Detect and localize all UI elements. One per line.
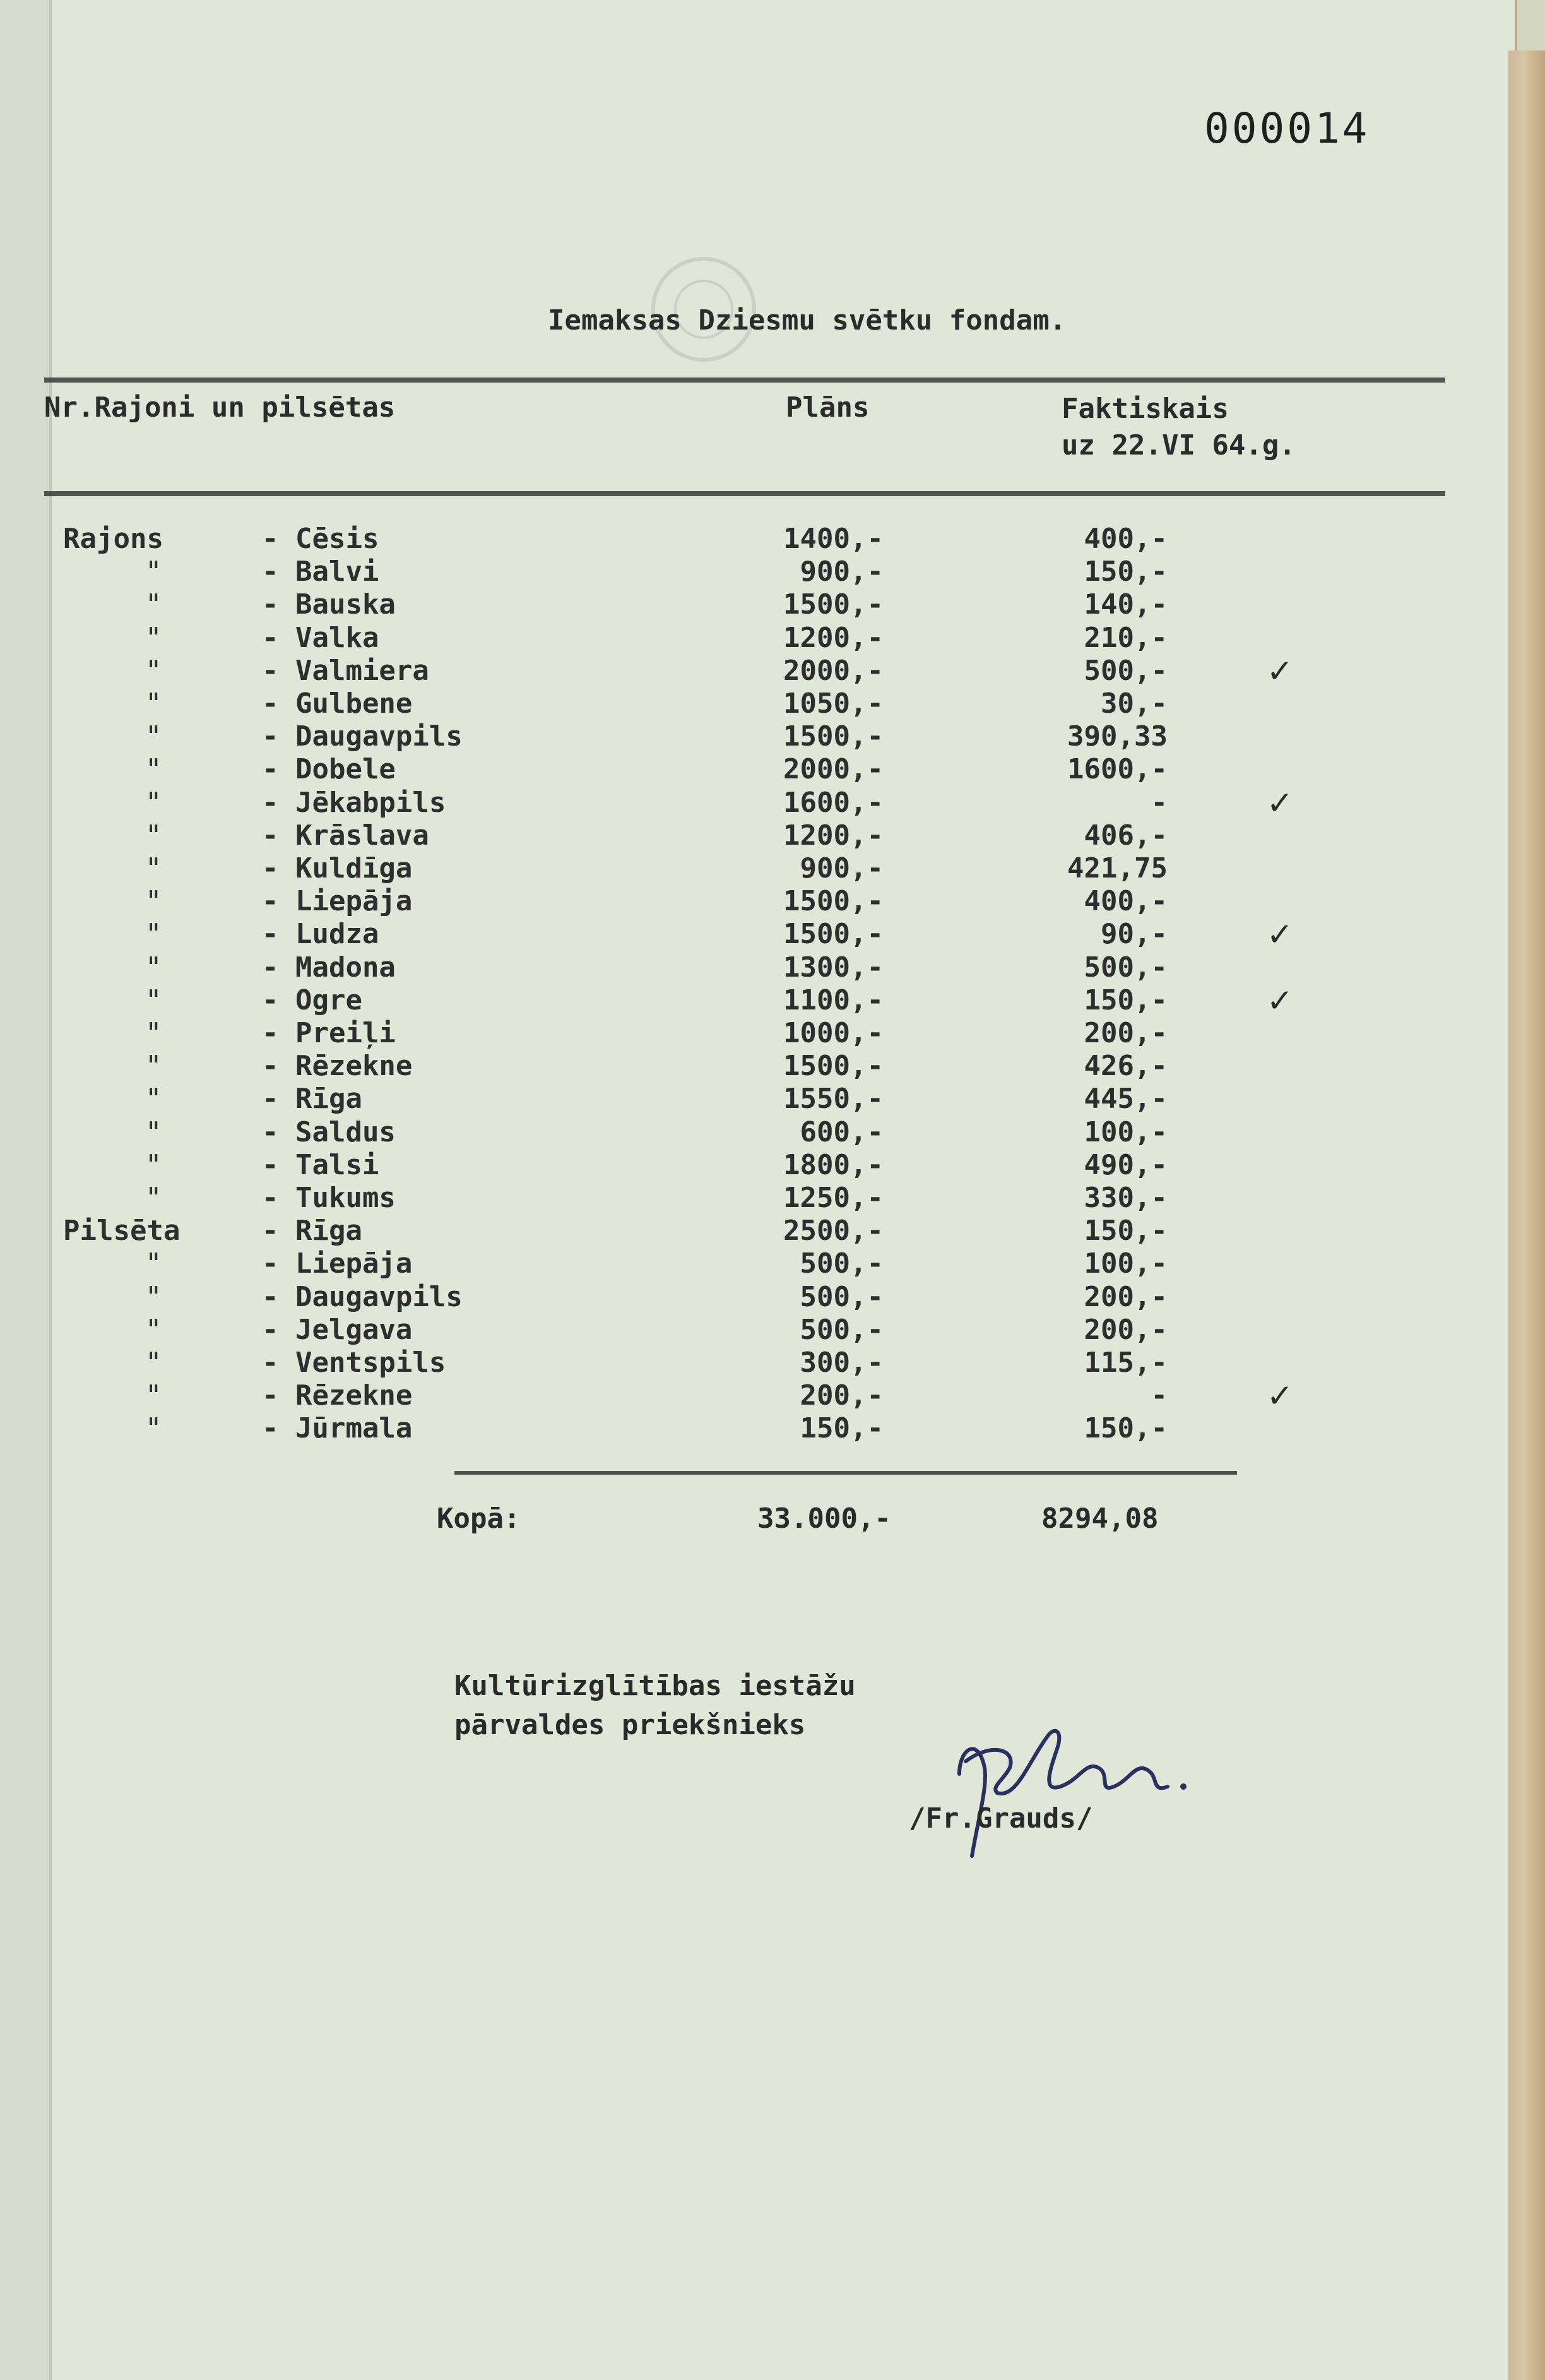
row-district-name: - Madona	[262, 951, 396, 984]
row-plan-amount: 1600,-	[783, 786, 884, 819]
row-plan-amount: 1500,-	[783, 588, 884, 621]
row-district-name: - Bauska	[262, 588, 396, 621]
row-actual-amount: 500,-	[1084, 951, 1168, 984]
row-district-name: - Liepāja	[262, 885, 413, 918]
table-rule-total	[454, 1471, 1237, 1475]
row-plan-amount: 1250,-	[783, 1182, 884, 1214]
row-actual-amount: 421,75	[1067, 852, 1168, 884]
row-actual-amount: 1600,-	[1067, 753, 1168, 786]
row-plan-amount: 500,-	[800, 1313, 884, 1346]
row-district-name: - Rēzekne	[262, 1050, 413, 1083]
column-header-actual-date: uz 22.VI 64.g.	[1062, 429, 1296, 461]
row-actual-amount: 200,-	[1084, 1017, 1168, 1049]
row-actual-amount: 210,-	[1084, 621, 1168, 654]
row-ditto-mark: "	[145, 1247, 162, 1280]
row-district-name: - Valmiera	[262, 654, 429, 687]
row-ditto-mark: "	[145, 621, 162, 654]
handwritten-signature	[940, 1692, 1243, 1881]
table-row	[0, 780, 1452, 823]
table-row	[0, 556, 1452, 588]
table-row	[0, 1281, 1452, 1314]
row-actual-amount: 445,-	[1084, 1083, 1168, 1116]
row-actual-amount: 490,-	[1084, 1148, 1168, 1181]
row-ditto-mark: "	[145, 918, 162, 951]
table-rule-top	[44, 378, 1445, 383]
total-actual: 8294,08	[1041, 1502, 1159, 1535]
table-row	[0, 753, 1452, 786]
row-district-name: - Dobele	[262, 753, 396, 786]
row-ditto-mark: "	[145, 885, 162, 918]
table-row	[0, 687, 1452, 720]
row-category: Pilsēta	[63, 1215, 181, 1247]
table-row	[0, 523, 1452, 556]
row-district-name: - Saldus	[262, 1116, 396, 1148]
archive-number: 000014	[1204, 104, 1370, 153]
table-row	[0, 1149, 1452, 1182]
row-actual-amount: 500,-	[1084, 654, 1168, 687]
row-district-name: - Rīga	[262, 1215, 362, 1247]
row-plan-amount: 300,-	[800, 1347, 884, 1379]
table-row	[0, 1314, 1452, 1347]
row-district-name: - Ventspils	[262, 1347, 446, 1379]
row-actual-amount: -	[1151, 1379, 1168, 1412]
signatory-title-line2: pārvaldes priekšnieks	[454, 1709, 806, 1741]
row-actual-amount: 150,-	[1084, 1215, 1168, 1247]
row-district-name: - Daugavpils	[262, 720, 463, 753]
row-actual-amount: 115,-	[1084, 1347, 1168, 1379]
row-ditto-mark: "	[145, 1347, 162, 1379]
table-row	[0, 1083, 1452, 1116]
row-actual-amount: -	[1151, 786, 1168, 819]
row-ditto-mark: "	[145, 1182, 162, 1214]
row-district-name: - Jelgava	[262, 1313, 413, 1346]
row-district-name: - Talsi	[262, 1148, 379, 1181]
folder-edge	[1508, 51, 1545, 2380]
row-ditto-mark: "	[145, 852, 162, 884]
total-label: Kopā:	[437, 1502, 521, 1535]
row-ditto-mark: "	[145, 1379, 162, 1412]
row-ditto-mark: "	[145, 1083, 162, 1116]
row-actual-amount: 140,-	[1084, 588, 1168, 621]
row-plan-amount: 1500,-	[783, 720, 884, 753]
row-ditto-mark: "	[145, 819, 162, 852]
row-ditto-mark: "	[145, 753, 162, 786]
signatory-name: /Fr.Grauds/	[909, 1802, 1093, 1835]
row-plan-amount: 2000,-	[783, 654, 884, 687]
table-row	[0, 852, 1452, 885]
row-plan-amount: 500,-	[800, 1280, 884, 1313]
row-actual-amount: 150,-	[1084, 1412, 1168, 1445]
column-header-district: Nr.Rajoni un pilsētas	[44, 391, 396, 424]
table-row	[0, 1347, 1452, 1379]
row-district-name: - Balvi	[262, 556, 379, 588]
row-plan-amount: 1400,-	[783, 523, 884, 555]
table-row	[0, 977, 1452, 1021]
row-plan-amount: 1500,-	[783, 1050, 884, 1083]
row-district-name: - Kuldīga	[262, 852, 413, 884]
row-plan-amount: 2000,-	[783, 753, 884, 786]
row-plan-amount: 1100,-	[783, 984, 884, 1016]
row-district-name: - Valka	[262, 621, 379, 654]
row-plan-amount: 1800,-	[783, 1148, 884, 1181]
row-plan-amount: 500,-	[800, 1247, 884, 1280]
row-actual-amount: 100,-	[1084, 1116, 1168, 1148]
table-row	[0, 622, 1452, 655]
row-plan-amount: 1500,-	[783, 918, 884, 951]
table-row	[0, 588, 1452, 621]
row-actual-amount: 90,-	[1101, 918, 1168, 951]
row-plan-amount: 900,-	[800, 852, 884, 884]
row-district-name: - Rēzekne	[262, 1379, 413, 1412]
table-rule-header	[44, 491, 1445, 496]
row-plan-amount: 1050,-	[783, 687, 884, 720]
row-district-name: - Liepāja	[262, 1247, 413, 1280]
row-plan-amount: 1000,-	[783, 1017, 884, 1049]
row-plan-amount: 150,-	[800, 1412, 884, 1445]
row-district-name: - Krāslava	[262, 819, 429, 852]
row-plan-amount: 2500,-	[783, 1215, 884, 1247]
table-row	[0, 912, 1452, 955]
row-ditto-mark: "	[145, 1116, 162, 1148]
row-plan-amount: 1500,-	[783, 885, 884, 918]
table-row	[0, 1247, 1452, 1280]
check-mark-icon: ✓	[1269, 1373, 1291, 1417]
check-mark-icon: ✓	[1269, 912, 1291, 955]
row-actual-amount: 400,-	[1084, 885, 1168, 918]
check-mark-icon: ✓	[1269, 977, 1291, 1021]
row-ditto-mark: "	[145, 720, 162, 753]
row-plan-amount: 1550,-	[783, 1083, 884, 1116]
row-district-name: - Tukums	[262, 1182, 396, 1214]
row-category: Rajons	[63, 523, 163, 555]
row-actual-amount: 30,-	[1101, 687, 1168, 720]
table-row	[0, 1017, 1452, 1050]
row-actual-amount: 400,-	[1084, 523, 1168, 555]
row-ditto-mark: "	[145, 984, 162, 1016]
row-ditto-mark: "	[145, 1313, 162, 1346]
row-ditto-mark: "	[145, 1148, 162, 1181]
row-actual-amount: 426,-	[1084, 1050, 1168, 1083]
column-header-actual: Faktiskais	[1062, 393, 1229, 425]
row-plan-amount: 200,-	[800, 1379, 884, 1412]
row-district-name: - Gulbene	[262, 687, 413, 720]
table-row	[0, 1215, 1452, 1247]
row-actual-amount: 390,33	[1067, 720, 1168, 753]
table-row	[0, 648, 1452, 691]
row-actual-amount: 330,-	[1084, 1182, 1168, 1214]
row-district-name: - Daugavpils	[262, 1280, 463, 1313]
row-district-name: - Cēsis	[262, 523, 379, 555]
table-row	[0, 819, 1452, 852]
table-row	[0, 1116, 1452, 1149]
row-ditto-mark: "	[145, 1017, 162, 1049]
table-row	[0, 720, 1452, 753]
row-district-name: - Jēkabpils	[262, 786, 446, 819]
table-row	[0, 951, 1452, 984]
row-actual-amount: 406,-	[1084, 819, 1168, 852]
row-actual-amount: 200,-	[1084, 1313, 1168, 1346]
row-district-name: - Jūrmala	[262, 1412, 413, 1445]
check-mark-icon: ✓	[1269, 648, 1291, 691]
row-ditto-mark: "	[145, 1412, 162, 1445]
row-actual-amount: 100,-	[1084, 1247, 1168, 1280]
row-plan-amount: 1300,-	[783, 951, 884, 984]
row-ditto-mark: "	[145, 951, 162, 984]
row-plan-amount: 1200,-	[783, 819, 884, 852]
table-row	[0, 885, 1452, 918]
row-district-name: - Ludza	[262, 918, 379, 951]
row-plan-amount: 900,-	[800, 556, 884, 588]
row-ditto-mark: "	[145, 687, 162, 720]
row-actual-amount: 200,-	[1084, 1280, 1168, 1313]
row-actual-amount: 150,-	[1084, 984, 1168, 1016]
signatory-title-line1: Kultūrizglītības iestāžu	[454, 1670, 856, 1702]
row-plan-amount: 600,-	[800, 1116, 884, 1148]
row-plan-amount: 1200,-	[783, 621, 884, 654]
total-plan: 33.000,-	[757, 1502, 891, 1535]
row-ditto-mark: "	[145, 556, 162, 588]
row-ditto-mark: "	[145, 786, 162, 819]
row-ditto-mark: "	[145, 1050, 162, 1083]
row-ditto-mark: "	[145, 1280, 162, 1313]
table-row	[0, 1050, 1452, 1083]
row-ditto-mark: "	[145, 654, 162, 687]
table-row	[0, 1182, 1452, 1215]
row-ditto-mark: "	[145, 588, 162, 621]
document-title: Iemaksas Dziesmu svētku fondam.	[548, 304, 1067, 336]
check-mark-icon: ✓	[1269, 780, 1291, 823]
row-district-name: - Rīga	[262, 1083, 362, 1116]
column-header-plan: Plāns	[786, 391, 870, 424]
row-district-name: - Preiļi	[262, 1017, 396, 1049]
row-district-name: - Ogre	[262, 984, 362, 1016]
table-row	[0, 1373, 1452, 1417]
row-actual-amount: 150,-	[1084, 556, 1168, 588]
signatory-title	[454, 1667, 856, 1745]
table-row	[0, 1412, 1452, 1445]
